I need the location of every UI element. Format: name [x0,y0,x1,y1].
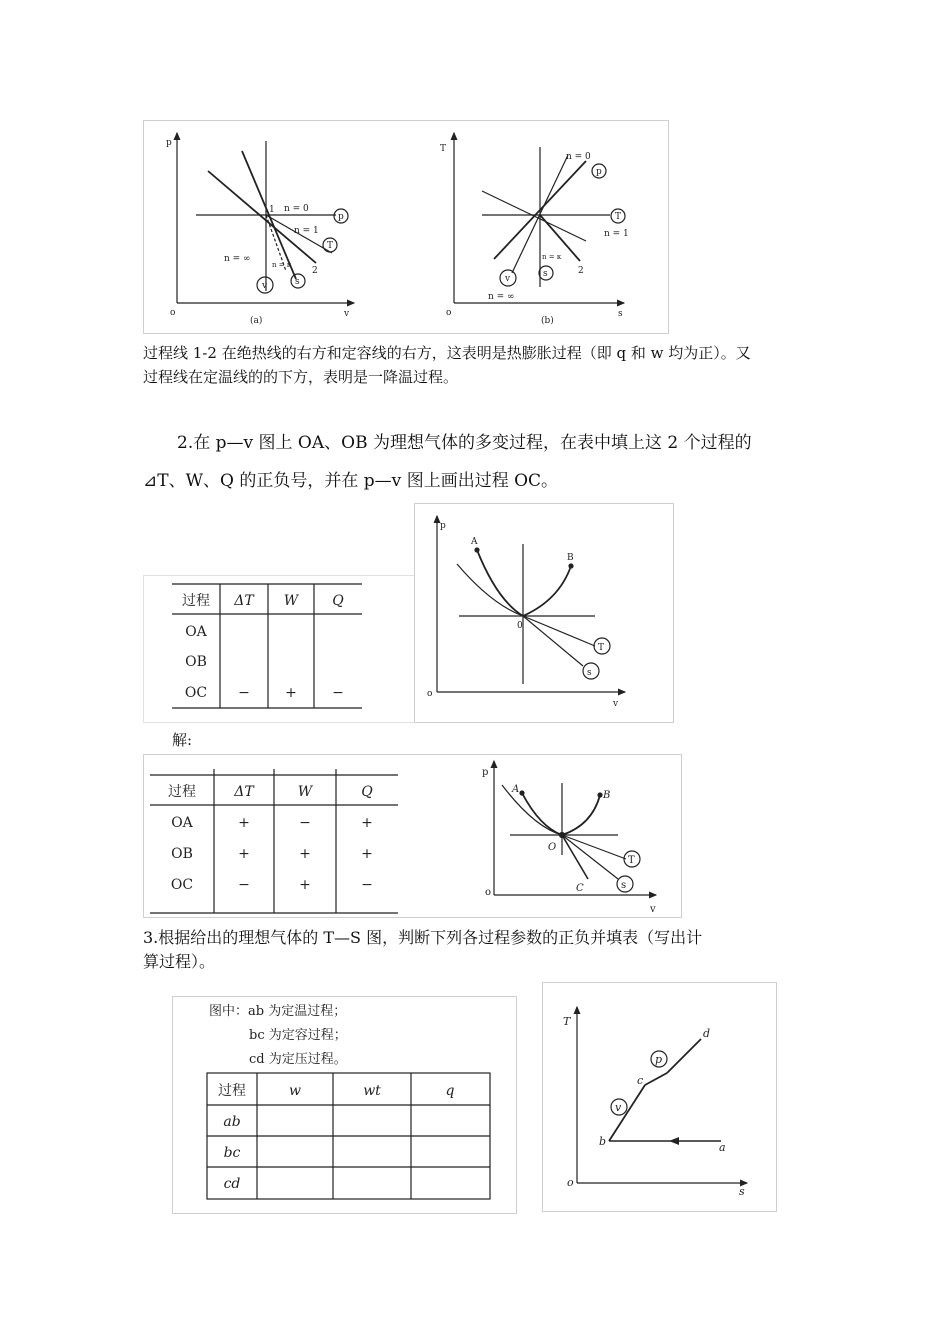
t4-header-w: w [289,1083,301,1099]
f3-point-B: B [603,790,611,801]
a-ninf: n = ∞ [224,254,251,264]
t2-oc-Q: − [332,685,344,701]
b-circle-v: v [505,274,511,284]
f3-v-axis: v [650,904,656,915]
t3-ob-Q: + [361,846,373,862]
a-circle-v: v [262,281,268,291]
solution-label: 解: [172,731,193,749]
f4-point-d: d [703,1027,711,1040]
t2-oc-dT: − [238,685,250,701]
f2-origin: o [427,689,433,699]
t4-note-2: bc 为定容过程； [249,1028,347,1043]
b-n1: n = 1 [604,229,629,239]
table-4 [173,997,516,1213]
solution-frame [143,754,682,918]
t3-oa-W: − [299,815,311,831]
question-2 [143,424,823,500]
b-caption: (b) [541,316,554,326]
a-caption: (a) [250,316,263,326]
question-2-line-2: ⊿T、W、Q 的正负号，并在 p—v 图上画出过程 OC。 [143,471,559,491]
t2-row-oc: OC [184,685,208,701]
t2-header-dT: ΔT [234,593,254,609]
solution-figure [144,755,681,917]
b-T-axis: T [440,144,447,154]
a-origin: o [170,308,176,318]
f2-p-axis: p [440,521,446,531]
b-n0: n = 0 [566,152,591,162]
t3-header-dT: ΔT [234,784,254,800]
t4-row-ab: ab [223,1114,241,1130]
b-nk: n = κ [542,253,562,261]
t3-ob-W: + [299,846,311,862]
f4-point-b: b [599,1135,607,1148]
a-point-1: 1 [269,205,275,215]
f3-circle-T: T [628,855,635,866]
f3-point-A: A [512,784,520,795]
figure-1-frame [143,120,669,334]
t3-row-ob: OB [171,846,193,862]
b-circle-T: T [615,212,622,222]
question-3 [143,926,823,974]
t3-row-oc: OC [170,877,194,893]
figure-2-frame [414,503,674,723]
a-nk: n = κ [272,261,292,269]
f3-point-O: O [548,842,557,853]
f2-point-O: 0 [517,621,523,631]
b-circle-p: p [596,167,602,177]
f4-point-c: c [637,1074,644,1087]
a-p-axis: p [166,138,172,148]
t3-oc-W: + [299,877,311,893]
table-2 [144,576,416,722]
table-4-frame [172,996,517,1214]
t4-header-q: q [445,1083,455,1099]
t4-header-wt: wt [363,1083,381,1099]
question-2-line-1: 2.在 p—v 图上 OA、OB 为理想气体的多变过程，在表中填上这 2 个过程的 [177,433,752,453]
f3-point-C: C [576,883,584,894]
f4-T-axis: T [563,1015,571,1028]
f4-circle-p: p [655,1053,663,1066]
t3-oa-dT: + [238,815,250,831]
f3-p-axis: p [482,767,489,778]
t2-oc-W: + [285,685,297,701]
explanation-line-1: 过程线 1-2 在绝热线的右方和定容线的右方，这表明是热膨胀过程（即 q 和 w 均为正）。又 [143,344,751,362]
subfigure-b [454,133,625,303]
t3-oa-Q: + [361,815,373,831]
t3-oc-dT: − [238,877,250,893]
t3-oc-Q: − [361,877,373,893]
b-point-2: 2 [578,266,584,276]
t3-header-Q: Q [361,784,373,800]
b-origin: o [446,308,452,318]
t3-row-oa: OA [171,815,193,831]
t4-header-process: 过程 [218,1083,246,1099]
a-circle-s: s [295,277,300,287]
f2-circle-s: s [587,668,592,678]
explanation-line-2: 过程线在定温线的的下方，表明是一降温过程。 [143,368,459,386]
t4-note-1: 图中：ab 为定温过程； [209,1004,347,1019]
f2-point-B: B [567,553,574,563]
b-circle-s: s [543,269,548,279]
a-circle-p: p [338,212,344,222]
b-s-axis: s [618,309,623,319]
f2-point-A: A [471,537,478,547]
a-n1: n = 1 [294,226,319,236]
figure-4-frame [542,982,777,1212]
figure-1 [144,121,668,333]
f4-point-a: a [719,1141,726,1154]
figure-4 [543,983,776,1211]
figure-2 [415,504,673,722]
t2-row-oa: OA [185,624,207,640]
t2-row-ob: OB [185,654,207,670]
question-3-line-1: 3.根据给出的理想气体的 T—S 图，判断下列各过程参数的正负并填表（写出计 [143,928,703,947]
t3-header-W: W [297,784,313,800]
f4-circle-v: v [615,1101,622,1114]
t4-row-bc: bc [223,1145,241,1161]
f3-circle-s: s [621,880,627,891]
question-3-line-2: 算过程）。 [143,952,216,971]
t3-ob-dT: + [238,846,250,862]
table-2-frame [143,575,417,723]
a-circle-T: T [327,241,334,251]
f2-circle-T: T [598,643,605,653]
a-v-axis: v [344,309,350,319]
f3-origin: o [485,887,492,898]
t2-header-Q: Q [332,593,344,609]
t2-header-process: 过程 [182,593,210,609]
f4-s-axis: s [739,1185,745,1198]
explanation-paragraph [143,341,823,389]
a-point-2: 2 [312,266,318,276]
t4-row-cd: cd [223,1176,241,1192]
f4-origin: o [567,1176,574,1189]
subfigure-a [177,133,354,303]
b-ninf: n = ∞ [488,292,515,302]
t2-header-W: W [283,593,299,609]
t4-note-3: cd 为定压过程。 [249,1052,347,1067]
a-n0: n = 0 [284,204,309,214]
f2-v-axis: v [613,699,619,709]
t3-header-process: 过程 [168,784,196,800]
